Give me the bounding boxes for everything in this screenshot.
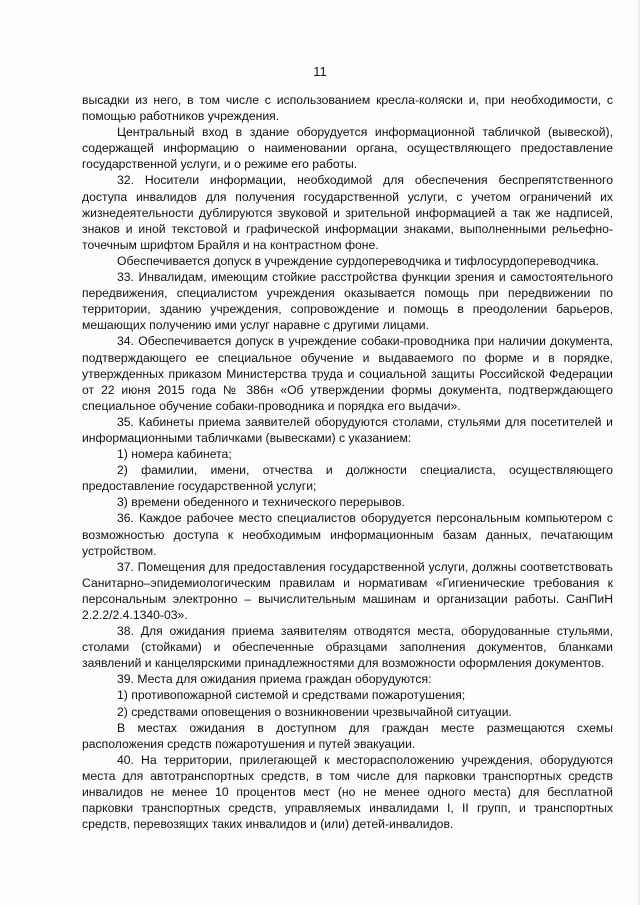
page-number: 11	[313, 64, 327, 79]
paragraph-evacuation-schemes: В местах ожидания в доступном для граждан месте размещаются схемы расположения средств пожаротушения и путей эвакуации.	[82, 720, 613, 751]
paragraph-33: 33. Инвалидам, имеющим стойкие расстройства функции зрения и самостоятельного передвижения, специалистом учреждения оказывается помощь при передвижении по территории, зданию учреждения, сопровождение и помощь в преодолении барьеров, мешающих получению ими услуг наравне с другими лицами.	[82, 270, 613, 333]
paragraph-continuation: высадки из него, в том числе с использованием кресла-коляски и, при необходимости, с помощью работников учреждения.	[82, 93, 613, 124]
paragraph-38: 38. Для ожидания приема заявителям отводятся места, оборудованные стульями, столами (стойками) и обеспеченные образцами заполнения документов, бланками заявлений и канцелярскими принадлежностями для возможности оформления документов.	[82, 624, 613, 671]
paragraph-36: 36. Каждое рабочее место специалистов оборудуется персональным компьютером с возможностью доступа к необходимым информационным базам данных, печатающим устройством.	[82, 511, 613, 558]
paragraph-40: 40. На территории, прилегающей к месторасположению учреждения, оборудуются места для автотранспортных средств, в том числе для парковки транспортных средств инвалидов не менее 10 процентов мест (но не менее одного места) для бесплатной парковки транспортных средств, управляемых инвалидами I, II групп, и транспортных средств, перевозящих таких инвалидов и (или) детей-инвалидов.	[82, 752, 613, 832]
paragraph-39: 39. Места для ожидания приема граждан оборудуются:	[117, 672, 432, 687]
paragraph-32: 32. Носители информации, необходимой для обеспечения беспрепятственного доступа инвалидов для получения государственной услуги, с учетом ограничений их жизнедеятельности дублируются звуковой и зрительной информацией а так же надписей, знаков и иной текстовой и графической информации знаками, выполненными рельефно-точечным шрифтом Брайля и на контрастном фоне.	[82, 173, 613, 252]
paragraph-central-entrance: Центральный вход в здание оборудуется информационной табличкой (вывеской), содержащей информацию о наименовании органа, осуществляющего предоставление государственной услуги, и о режиме его работы.	[82, 125, 613, 172]
paragraph-35: 35. Кабинеты приема заявителей оборудуются столами, стульями для посетителей и информационными табличками (вывесками) с указанием:	[82, 414, 613, 445]
paragraph-sign-interpreter: Обеспечивается допуск в учреждение сурдопереводчика и тифлосурдопереводчика.	[117, 253, 599, 268]
paragraph-37: 37. Помещения для предоставления государственной услуги, должны соответствовать Санитарно–эпидемиологическим правилам и нормативам «Гигиенические требования к персональным электронно – вычислительным машинам и организации работы. СанПиН 2.2.2/2.4.1340-03».	[82, 559, 613, 622]
list-item-35-2: 2) фамилии, имени, отчества и должности специалиста, осуществляющего предоставление государственной услуги;	[82, 463, 613, 494]
document-body	[82, 92, 613, 832]
list-item-39-1: 1) противопожарной системой и средствами пожаротушения;	[117, 688, 466, 703]
list-item-39-2: 2) средствами оповещения о возникновении чрезвычайной ситуации.	[117, 704, 512, 719]
paragraph-34: 34. Обеспечивается допуск в учреждение собаки-проводника при наличии документа, подтверждающего ее специальное обучение и выдаваемого по форме и в порядке, утвержденных приказом Министерства труда и социальной защиты Российской Федерации от 22 июня 2015 года № 386н «Об утверждении формы документа, подтверждающего специальное обучение собаки-проводника и порядка его выдачи».	[82, 334, 613, 413]
list-item-35-1: 1) номера кабинета;	[117, 447, 232, 462]
list-item-35-3: 3) времени обеденного и технического перерывов.	[117, 495, 405, 510]
